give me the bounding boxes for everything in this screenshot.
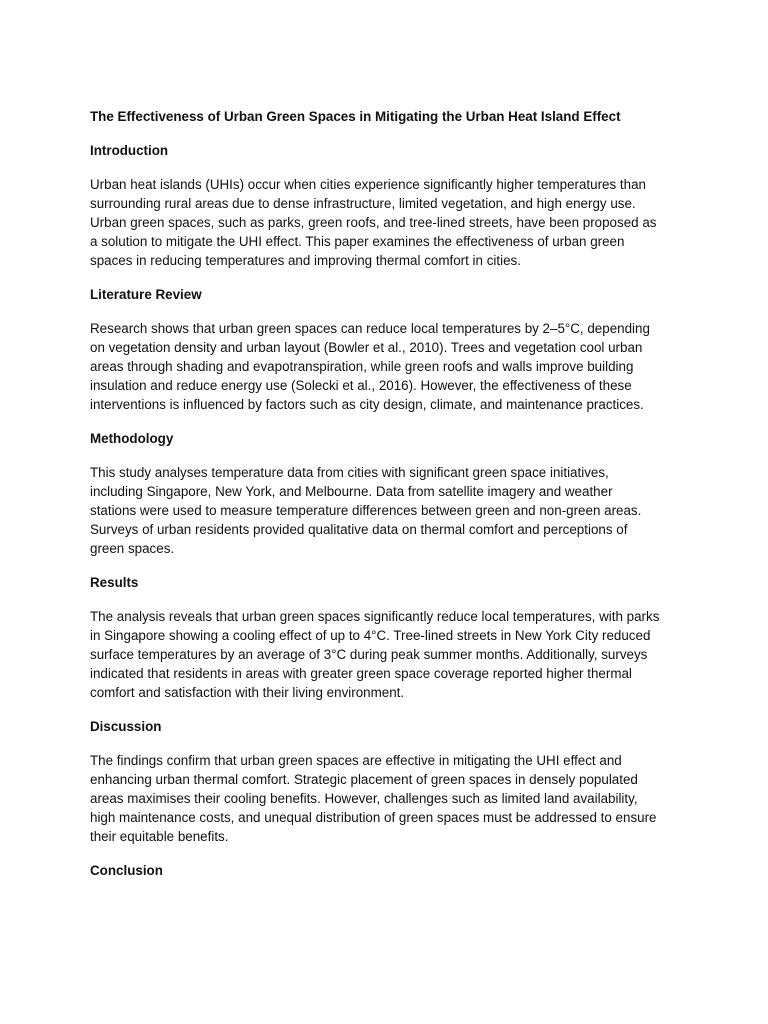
paragraph-line: interventions is influenced by factors such as city design, climate, and maintenance practices.	[90, 397, 644, 412]
paragraph-line: Urban heat islands (UHIs) occur when cities experience significantly higher temperatures than	[90, 177, 646, 192]
paragraph-line: Surveys of urban residents provided qualitative data on thermal comfort and perceptions of	[90, 522, 628, 537]
section-body-methodology	[90, 463, 690, 558]
paragraph-line: areas through shading and evapotranspiration, while green roofs and walls improve building	[90, 359, 634, 374]
section-body-discussion	[90, 751, 690, 846]
section-heading-literature-review: Literature Review	[90, 287, 202, 302]
paragraph-line: stations were used to measure temperature differences between green and non-green areas.	[90, 503, 642, 518]
paragraph-line: surrounding rural areas due to dense infrastructure, limited vegetation, and high energy use.	[90, 196, 636, 211]
paragraph-line: enhancing urban thermal comfort. Strategic placement of green spaces in densely populated	[90, 772, 638, 787]
paragraph-line: areas maximises their cooling benefits. However, challenges such as limited land availability,	[90, 791, 638, 806]
section-body-results	[90, 607, 690, 702]
section-heading-results: Results	[90, 575, 139, 590]
section-body-literature-review	[90, 319, 690, 414]
paragraph-line: insulation and reduce energy use (Solecki et al., 2016). However, the effectiveness of these	[90, 378, 632, 393]
section-body-introduction	[90, 175, 690, 270]
paragraph-line: The findings confirm that urban green spaces are effective in mitigating the UHI effect and	[90, 753, 622, 768]
paragraph-line: The analysis reveals that urban green spaces significantly reduce local temperatures, with parks	[90, 609, 660, 624]
section-heading-methodology: Methodology	[90, 431, 174, 446]
paragraph-line: a solution to mitigate the UHI effect. This paper examines the effectiveness of urban green	[90, 234, 625, 249]
paragraph-line: indicated that residents in areas with greater green space coverage reported higher thermal	[90, 666, 632, 681]
paragraph-line: high maintenance costs, and unequal distribution of green spaces must be addressed to ensure	[90, 810, 657, 825]
paragraph-line: Urban green spaces, such as parks, green roofs, and tree-lined streets, have been proposed as	[90, 215, 657, 230]
paragraph-line: including Singapore, New York, and Melbourne. Data from satellite imagery and weather	[90, 484, 613, 499]
section-heading-conclusion: Conclusion	[90, 863, 163, 878]
section-heading-discussion: Discussion	[90, 719, 162, 734]
section-heading-introduction: Introduction	[90, 143, 169, 158]
paragraph-line: their equitable benefits.	[90, 829, 229, 844]
paragraph-line: comfort and satisfaction with their living environment.	[90, 685, 405, 700]
paragraph-line: This study analyses temperature data from cities with significant green space initiatives,	[90, 465, 609, 480]
paragraph-line: surface temperatures by an average of 3°C during peak summer months. Additionally, surveys	[90, 647, 648, 662]
document-page	[90, 107, 690, 880]
document-title: The Effectiveness of Urban Green Spaces in Mitigating the Urban Heat Island Effect	[90, 109, 621, 124]
paragraph-line: Research shows that urban green spaces can reduce local temperatures by 2–5°C, depending	[90, 321, 650, 336]
paragraph-line: on vegetation density and urban layout (Bowler et al., 2010). Trees and vegetation cool urban	[90, 340, 643, 355]
paragraph-line: spaces in reducing temperatures and improving thermal comfort in cities.	[90, 253, 521, 268]
paragraph-line: green spaces.	[90, 541, 175, 556]
paragraph-line: in Singapore showing a cooling effect of up to 4°C. Tree-lined streets in New York City reduced	[90, 628, 651, 643]
